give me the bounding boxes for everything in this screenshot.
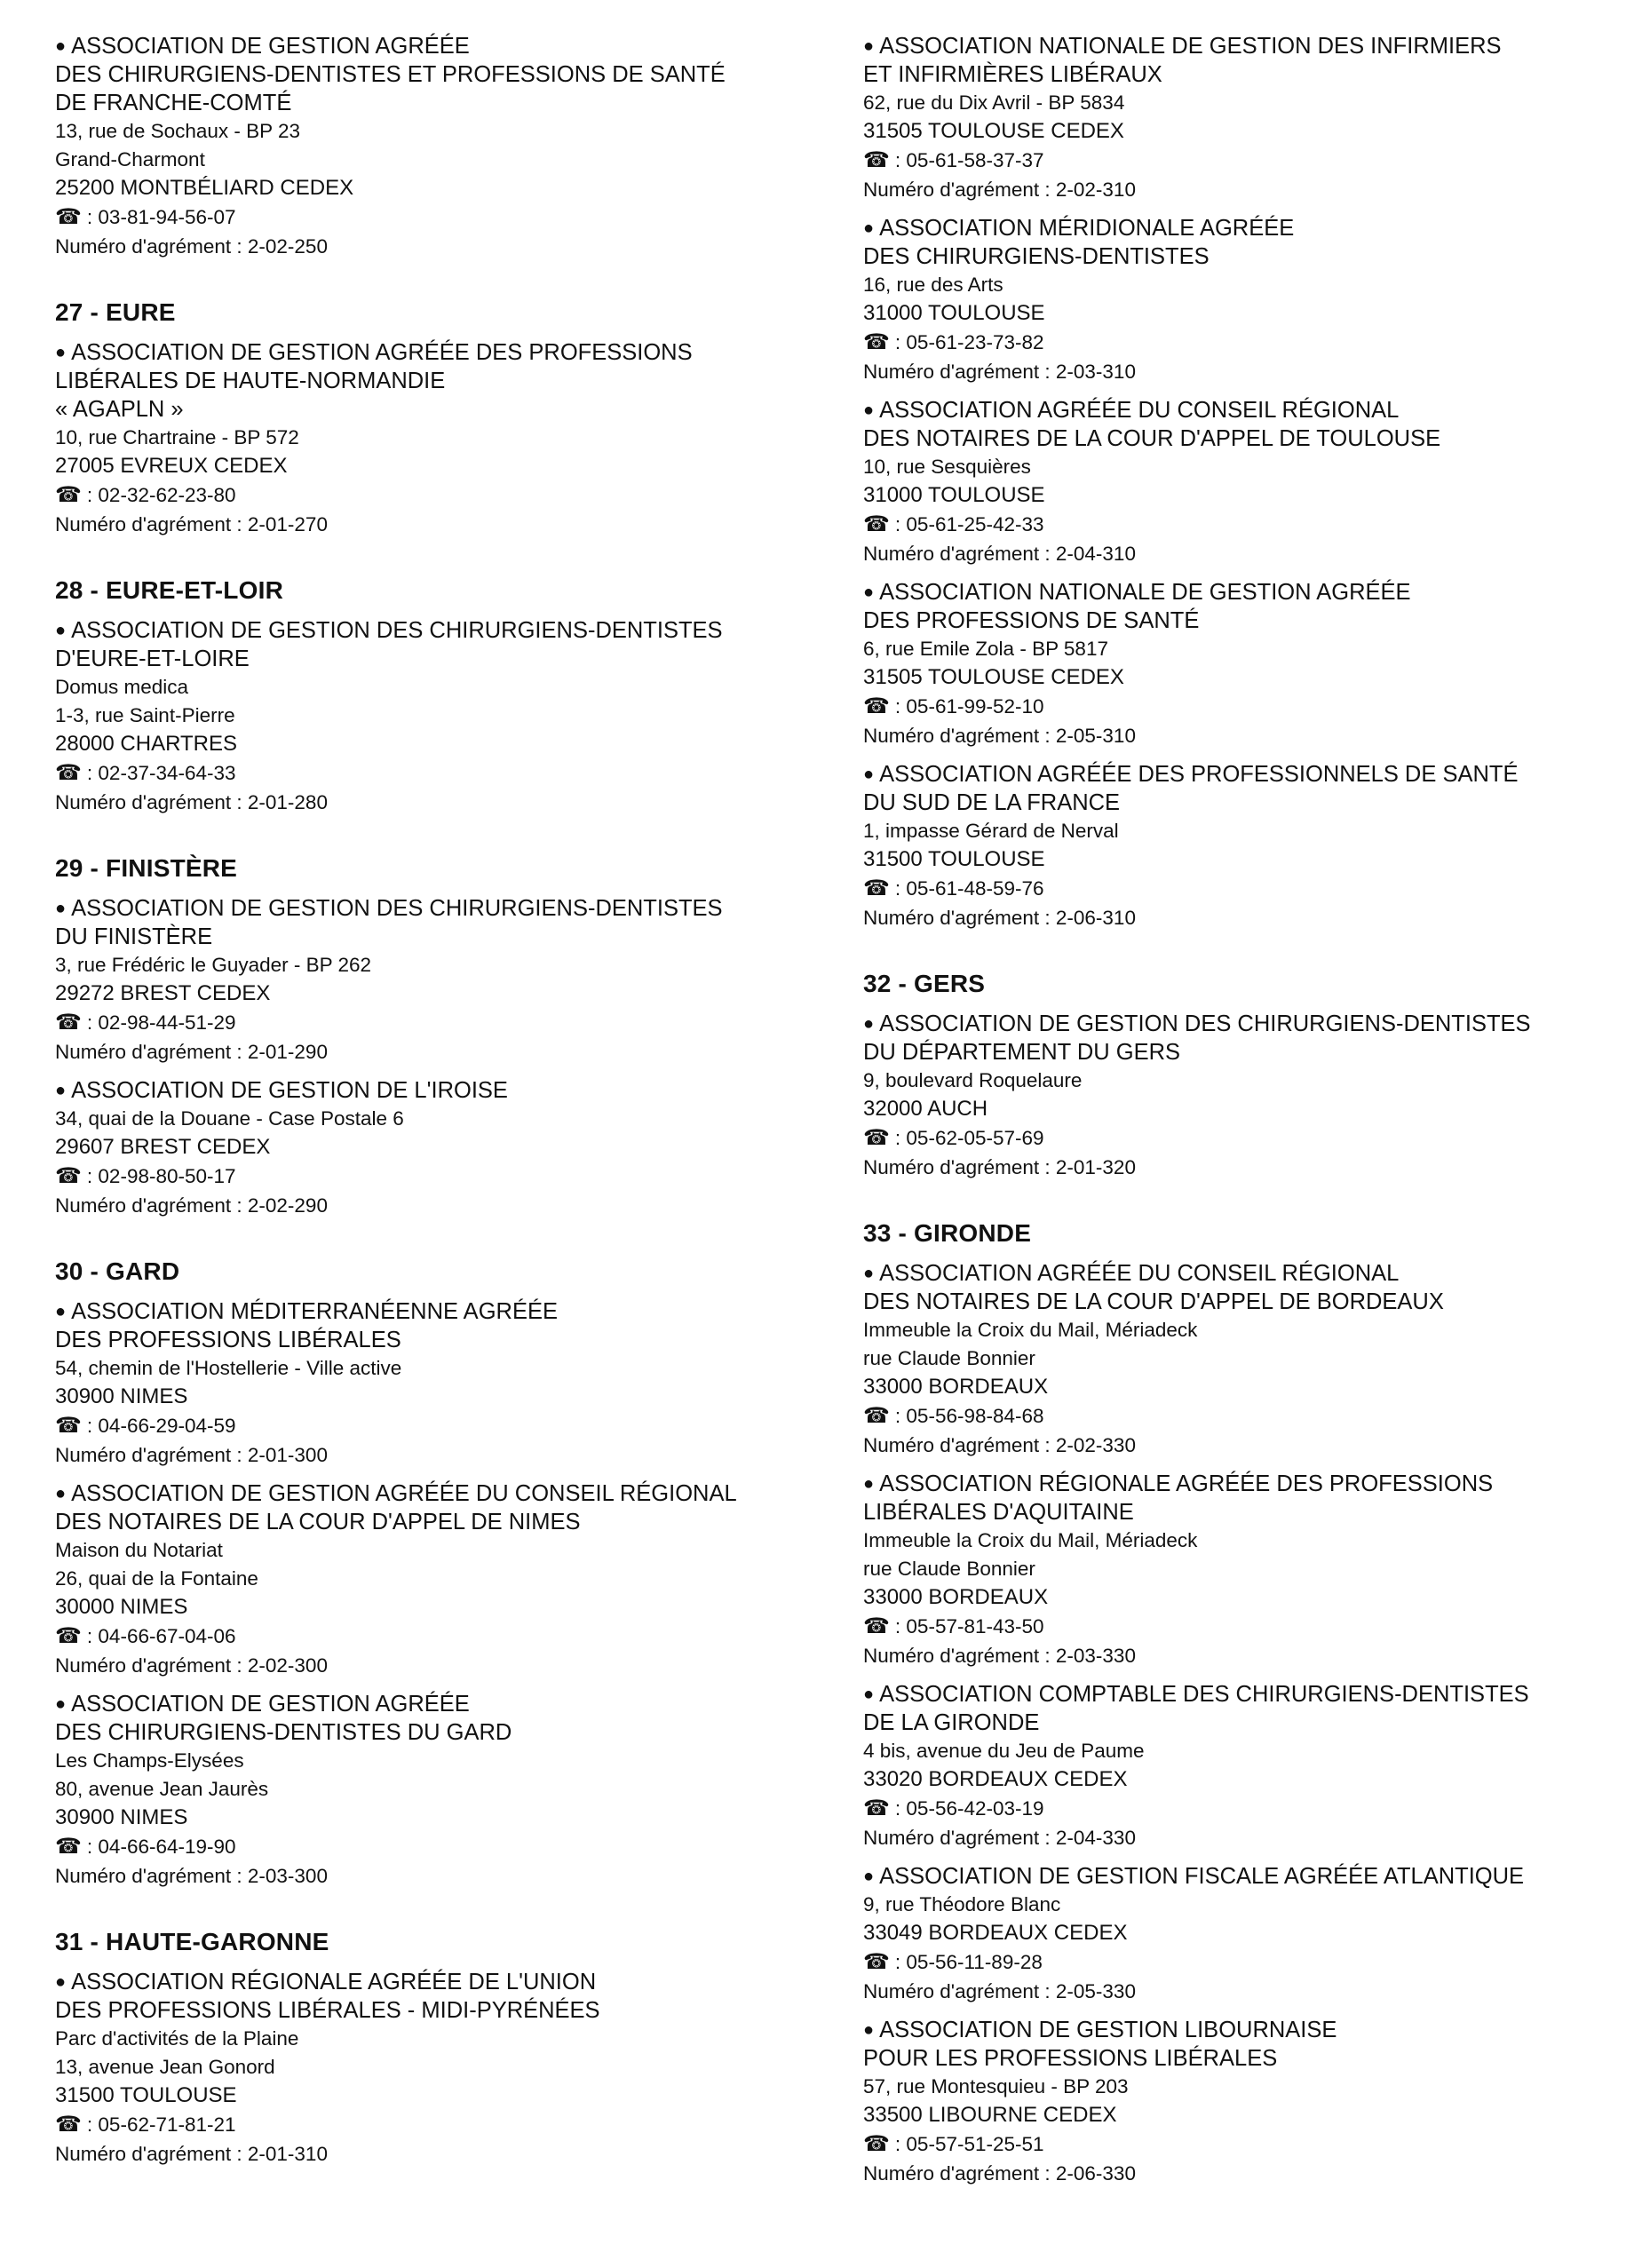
agrement-number: Numéro d'agrément : 2-01-320 [863, 1156, 1136, 1178]
telephone-icon: ☎ [863, 1796, 890, 1820]
address-line: 9, rue Théodore Blanc [863, 1893, 1061, 1915]
bullet-icon: ● [863, 1867, 875, 1886]
telephone-icon: ☎ [863, 1614, 890, 1638]
phone-line [55, 202, 819, 233]
agrement-number: Numéro d'agrément : 2-05-310 [863, 725, 1136, 747]
association-name-text: ASSOCIATION DE GESTION AGRÉÉE DES PROFESSIONS [71, 340, 693, 365]
association-name-line [863, 32, 1609, 60]
bullet-icon: ● [55, 1081, 67, 1100]
agrement-number: Numéro d'agrément : 2-02-300 [55, 1654, 328, 1677]
phone-number: 05-57-81-43-50 [906, 1615, 1044, 1638]
association-name-line [55, 645, 819, 673]
association-name-line [863, 396, 1609, 424]
phone-separator: : [86, 762, 99, 784]
association-name-text: ASSOCIATION AGRÉÉE DU CONSEIL RÉGIONAL [879, 1261, 1400, 1286]
phone-line [55, 1411, 819, 1441]
agrement-number: Numéro d'agrément : 2-06-310 [863, 907, 1136, 929]
association-entry [863, 1010, 1609, 1182]
section-spacer [863, 1192, 1609, 1218]
association-name-text: DU DÉPARTEMENT DU GERS [863, 1040, 1181, 1065]
association-entry [55, 1297, 819, 1470]
phone-line [55, 1622, 819, 1652]
phone-separator: : [894, 2133, 907, 2155]
phone-number: 05-61-58-37-37 [906, 149, 1044, 171]
phone-separator: : [894, 1127, 907, 1149]
phone-separator: : [86, 2113, 99, 2136]
association-name-line [55, 1690, 819, 1718]
association-name-line [55, 1297, 819, 1326]
association-name-text: DES CHIRURGIENS-DENTISTES ET PROFESSIONS DE SANTÉ [55, 62, 726, 87]
association-entry [863, 32, 1609, 204]
department-heading: 31 - HAUTE-GARONNE [55, 1928, 329, 1955]
agrement-number: Numéro d'agrément : 2-01-290 [55, 1041, 328, 1063]
telephone-icon: ☎ [863, 330, 890, 354]
phone-number: 02-98-80-50-17 [98, 1165, 236, 1187]
phone-line [863, 2129, 1609, 2160]
association-name-text: D'EURE-ET-LOIRE [55, 646, 250, 671]
phone-number: 02-37-34-64-33 [98, 762, 236, 784]
phone-separator: : [894, 513, 907, 535]
address-line: 10, rue Sesquières [863, 456, 1031, 478]
phone-separator: : [894, 695, 907, 718]
association-name-text: DES PROFESSIONS LIBÉRALES - MIDI-PYRÉNÉES [55, 1998, 600, 2023]
department-heading: 32 - GERS [863, 970, 986, 997]
association-name-line [863, 1498, 1609, 1527]
phone-line [863, 874, 1609, 904]
phone-line [863, 510, 1609, 540]
phone-separator: : [86, 1415, 99, 1437]
association-name-text: POUR LES PROFESSIONS LIBÉRALES [863, 2046, 1278, 2071]
agrement-number: Numéro d'agrément : 2-02-330 [863, 1434, 1136, 1456]
association-name-text: DES CHIRURGIENS-DENTISTES [863, 244, 1210, 269]
address-line: 26, quai de la Fontaine [55, 1567, 258, 1590]
phone-separator: : [86, 206, 99, 228]
address-line: Les Champs-Elysées [55, 1749, 244, 1772]
department-section [863, 32, 1609, 932]
association-entry [863, 2016, 1609, 2188]
department-heading: 28 - EURE-ET-LOIR [55, 576, 283, 604]
phone-line [55, 480, 819, 511]
address-line: 16, rue des Arts [863, 274, 1003, 296]
postal-city: 31505 TOULOUSE CEDEX [863, 665, 1124, 689]
left-column [55, 32, 819, 2178]
bullet-icon: ● [863, 1264, 875, 1283]
association-name-text: ASSOCIATION DE GESTION DE L'IROISE [71, 1078, 508, 1103]
address-line: 1-3, rue Saint-Pierre [55, 704, 235, 726]
postal-city: 31505 TOULOUSE CEDEX [863, 119, 1124, 143]
phone-number: 05-62-05-57-69 [906, 1127, 1044, 1149]
telephone-icon: ☎ [55, 2113, 82, 2137]
telephone-icon: ☎ [55, 483, 82, 507]
address-line: Grand-Charmont [55, 148, 205, 170]
bullet-icon: ● [863, 2020, 875, 2040]
bullet-icon: ● [863, 400, 875, 420]
section-spacer [55, 271, 819, 297]
telephone-icon: ☎ [55, 761, 82, 785]
association-name-text: « AGAPLN » [55, 397, 184, 422]
phone-number: 02-98-44-51-29 [98, 1011, 236, 1034]
postal-city: 30000 NIMES [55, 1595, 188, 1619]
bullet-icon: ● [863, 1474, 875, 1494]
postal-city: 31000 TOULOUSE [863, 483, 1045, 507]
association-entry [55, 1076, 819, 1220]
association-name-line [55, 32, 819, 60]
phone-line [55, 1162, 819, 1192]
phone-separator: : [86, 1011, 99, 1034]
phone-number: 04-66-64-19-90 [98, 1836, 236, 1858]
postal-city: 30900 NIMES [55, 1384, 188, 1408]
association-entry [863, 1862, 1609, 2006]
agrement-number: Numéro d'agrément : 2-06-330 [863, 2162, 1136, 2185]
phone-separator: : [86, 484, 99, 506]
agrement-number: Numéro d'agrément : 2-02-290 [55, 1194, 328, 1217]
telephone-icon: ☎ [55, 1835, 82, 1859]
phone-number: 05-61-99-52-10 [906, 695, 1044, 718]
telephone-icon: ☎ [55, 205, 82, 229]
postal-city: 29272 BREST CEDEX [55, 981, 271, 1005]
association-name-line [55, 1718, 819, 1747]
association-name-text: ASSOCIATION AGRÉÉE DU CONSEIL RÉGIONAL [879, 398, 1400, 423]
bullet-icon: ● [863, 218, 875, 238]
association-name-line [863, 214, 1609, 242]
department-heading: 30 - GARD [55, 1257, 180, 1285]
association-name-line [863, 1709, 1609, 1737]
postal-city: 33000 BORDEAUX [863, 1375, 1049, 1399]
association-name-line [55, 923, 819, 951]
association-name-line [55, 60, 819, 89]
address-line: Immeuble la Croix du Mail, Mériadeck [863, 1529, 1198, 1551]
postal-city: 29607 BREST CEDEX [55, 1135, 271, 1159]
association-name-line [55, 1326, 819, 1354]
telephone-icon: ☎ [55, 1624, 82, 1648]
phone-line [55, 1008, 819, 1038]
bullet-icon: ● [863, 1014, 875, 1034]
association-name-line [863, 424, 1609, 453]
department-heading: 33 - GIRONDE [863, 1219, 1032, 1247]
telephone-icon: ☎ [863, 694, 890, 718]
association-name-line [55, 1996, 819, 2025]
bullet-icon: ● [55, 1484, 67, 1503]
section-spacer [55, 827, 819, 853]
association-name-line [863, 60, 1609, 89]
phone-separator: : [894, 1615, 907, 1638]
phone-number: 05-56-42-03-19 [906, 1797, 1044, 1820]
association-name-line [863, 578, 1609, 607]
phone-separator: : [86, 1836, 99, 1858]
department-section [55, 827, 819, 1220]
association-name-line [863, 789, 1609, 817]
association-name-text: ASSOCIATION NATIONALE DE GESTION AGRÉÉE [879, 580, 1411, 605]
address-line: 4 bis, avenue du Jeu de Paume [863, 1740, 1145, 1762]
association-name-text: ASSOCIATION DE GESTION DES CHIRURGIENS-DENTISTES [71, 618, 723, 643]
address-line: 54, chemin de l'Hostellerie - Ville active [55, 1357, 402, 1379]
address-line: Parc d'activités de la Plaine [55, 2027, 299, 2050]
association-name-text: DES NOTAIRES DE LA COUR D'APPEL DE NIMES [55, 1510, 581, 1534]
phone-number: 05-56-11-89-28 [906, 1951, 1043, 1973]
association-name-text: ET INFIRMIÈRES LIBÉRAUX [863, 62, 1162, 87]
association-name-text: ASSOCIATION NATIONALE DE GESTION DES INFIRMIERS [879, 34, 1502, 59]
association-entry [55, 1479, 819, 1680]
agrement-number: Numéro d'agrément : 2-05-330 [863, 1980, 1136, 2002]
phone-number: 05-56-98-84-68 [906, 1405, 1044, 1427]
phone-line [863, 328, 1609, 358]
phone-line [863, 1612, 1609, 1642]
association-name-line [55, 89, 819, 117]
agrement-number: Numéro d'agrément : 2-03-300 [55, 1865, 328, 1887]
association-name-line [55, 616, 819, 645]
address-line: 34, quai de la Douane - Case Postale 6 [55, 1107, 404, 1130]
agrement-number: Numéro d'agrément : 2-02-250 [55, 235, 328, 258]
bullet-icon: ● [55, 343, 67, 362]
phone-line [863, 1401, 1609, 1431]
bullet-icon: ● [55, 1694, 67, 1714]
association-entry [863, 1259, 1609, 1460]
phone-line [863, 1794, 1609, 1824]
association-name-text: ASSOCIATION DE GESTION FISCALE AGRÉÉE ATLANTIQUE [879, 1864, 1525, 1889]
address-line: 13, rue de Sochaux - BP 23 [55, 120, 301, 142]
association-entry [55, 338, 819, 539]
association-name-text: DES NOTAIRES DE LA COUR D'APPEL DE TOULOUSE [863, 426, 1441, 451]
association-entry [863, 214, 1609, 386]
postal-city: 31500 TOULOUSE [55, 2083, 237, 2107]
address-line: 9, boulevard Roquelaure [863, 1069, 1083, 1091]
telephone-icon: ☎ [863, 2132, 890, 2156]
association-name-text: ASSOCIATION DE GESTION AGRÉÉE [71, 1692, 470, 1717]
address-line: 13, avenue Jean Gonord [55, 2056, 275, 2078]
bullet-icon: ● [55, 899, 67, 918]
association-name-line [55, 894, 819, 923]
association-name-line [863, 607, 1609, 635]
section-spacer [863, 942, 1609, 969]
association-name-line [863, 1288, 1609, 1316]
section-spacer [55, 549, 819, 575]
bullet-icon: ● [863, 583, 875, 602]
address-line: Maison du Notariat [55, 1539, 223, 1561]
phone-separator: : [894, 1405, 907, 1427]
association-name-line [863, 1680, 1609, 1709]
association-name-line [55, 1968, 819, 1996]
association-name-line [55, 338, 819, 367]
association-entry [55, 1690, 819, 1891]
association-name-text: ASSOCIATION MÉDITERRANÉENNE AGRÉÉE [71, 1299, 558, 1324]
phone-separator: : [894, 331, 907, 353]
telephone-icon: ☎ [863, 512, 890, 536]
telephone-icon: ☎ [863, 1126, 890, 1150]
agrement-number: Numéro d'agrément : 2-04-330 [863, 1827, 1136, 1849]
phone-number: 05-61-23-73-82 [906, 331, 1044, 353]
postal-city: 31000 TOULOUSE [863, 301, 1045, 325]
address-line: 3, rue Frédéric le Guyader - BP 262 [55, 954, 372, 976]
association-name-text: DES CHIRURGIENS-DENTISTES DU GARD [55, 1720, 512, 1745]
telephone-icon: ☎ [55, 1011, 82, 1035]
agrement-number: Numéro d'agrément : 2-01-310 [55, 2143, 328, 2165]
association-entry [55, 1968, 819, 2169]
bullet-icon: ● [863, 765, 875, 784]
association-name-line [863, 1010, 1609, 1038]
address-line: rue Claude Bonnier [863, 1347, 1035, 1369]
association-entry [863, 760, 1609, 932]
phone-line [55, 758, 819, 789]
agrement-number: Numéro d'agrément : 2-03-310 [863, 361, 1136, 383]
postal-city: 30900 NIMES [55, 1805, 188, 1829]
address-line: 80, avenue Jean Jaurès [55, 1778, 269, 1800]
agrement-number: Numéro d'agrément : 2-01-300 [55, 1444, 328, 1466]
association-name-line [863, 1470, 1609, 1498]
telephone-icon: ☎ [55, 1164, 82, 1188]
association-name-text: ASSOCIATION RÉGIONALE AGRÉÉE DE L'UNION [71, 1970, 597, 1994]
association-name-text: DE FRANCHE-COMTÉ [55, 91, 292, 115]
phone-line [55, 2110, 819, 2140]
association-name-line [55, 1508, 819, 1536]
association-name-line [863, 2044, 1609, 2073]
department-heading: 29 - FINISTÈRE [55, 854, 238, 882]
association-name-line [55, 395, 819, 424]
section-spacer [55, 1230, 819, 1257]
agrement-number: Numéro d'agrément : 2-01-280 [55, 791, 328, 813]
telephone-icon: ☎ [55, 1414, 82, 1438]
association-name-line [863, 2016, 1609, 2044]
association-entry [55, 32, 819, 261]
phone-line [863, 146, 1609, 176]
phone-separator: : [894, 149, 907, 171]
address-line: 62, rue du Dix Avril - BP 5834 [863, 91, 1125, 114]
phone-number: 05-57-51-25-51 [906, 2133, 1044, 2155]
association-entry [55, 616, 819, 817]
phone-separator: : [894, 877, 907, 900]
phone-number: 05-62-71-81-21 [98, 2113, 236, 2136]
association-entry [863, 1470, 1609, 1670]
phone-separator: : [86, 1165, 99, 1187]
right-column [863, 32, 1609, 2198]
postal-city: 28000 CHARTRES [55, 732, 237, 756]
phone-separator: : [894, 1951, 907, 1973]
phone-line [863, 1123, 1609, 1154]
phone-line [863, 692, 1609, 722]
agrement-number: Numéro d'agrément : 2-03-330 [863, 1645, 1136, 1667]
phone-number: 05-61-48-59-76 [906, 877, 1044, 900]
association-entry [863, 578, 1609, 750]
department-section [55, 271, 819, 539]
address-line: Immeuble la Croix du Mail, Mériadeck [863, 1319, 1198, 1341]
association-name-line [55, 1076, 819, 1105]
postal-city: 33020 BORDEAUX CEDEX [863, 1767, 1128, 1791]
phone-line [55, 1832, 819, 1862]
postal-city: 31500 TOULOUSE [863, 847, 1045, 871]
association-name-text: ASSOCIATION DE GESTION DES CHIRURGIENS-DENTISTES [879, 1011, 1531, 1036]
association-name-line [55, 1479, 819, 1508]
association-name-line [863, 760, 1609, 789]
association-name-text: DES PROFESSIONS DE SANTÉ [863, 608, 1200, 633]
address-line: 1, impasse Gérard de Nerval [863, 820, 1119, 842]
bullet-icon: ● [55, 1302, 67, 1321]
phone-separator: : [86, 1625, 99, 1647]
association-entry [863, 1680, 1609, 1852]
department-section [55, 1230, 819, 1891]
association-name-text: DU FINISTÈRE [55, 924, 213, 949]
postal-city: 27005 EVREUX CEDEX [55, 454, 288, 478]
address-line: 6, rue Emile Zola - BP 5817 [863, 638, 1108, 660]
association-name-text: ASSOCIATION RÉGIONALE AGRÉÉE DES PROFESSIONS [879, 1471, 1494, 1496]
phone-line [863, 1947, 1609, 1978]
department-section [863, 1192, 1609, 2188]
phone-number: 04-66-67-04-06 [98, 1625, 236, 1647]
association-name-text: LIBÉRALES D'AQUITAINE [863, 1500, 1134, 1525]
phone-separator: : [894, 1797, 907, 1820]
phone-number: 04-66-29-04-59 [98, 1415, 236, 1437]
section-spacer [55, 1900, 819, 1927]
association-name-text: DES PROFESSIONS LIBÉRALES [55, 1328, 401, 1352]
postal-city: 32000 AUCH [863, 1097, 988, 1121]
address-line: 57, rue Montesquieu - BP 203 [863, 2075, 1129, 2098]
phone-number: 05-61-25-42-33 [906, 513, 1044, 535]
agrement-number: Numéro d'agrément : 2-01-270 [55, 513, 328, 535]
bullet-icon: ● [55, 1972, 67, 1992]
association-name-text: ASSOCIATION DE GESTION LIBOURNAISE [879, 2018, 1337, 2042]
bullet-icon: ● [55, 621, 67, 640]
association-name-text: LIBÉRALES DE HAUTE-NORMANDIE [55, 369, 446, 393]
association-name-text: ASSOCIATION AGRÉÉE DES PROFESSIONNELS DE SANTÉ [879, 762, 1519, 787]
address-line: rue Claude Bonnier [863, 1558, 1035, 1580]
postal-city: 33000 BORDEAUX [863, 1585, 1049, 1609]
association-name-text: DES NOTAIRES DE LA COUR D'APPEL DE BORDEAUX [863, 1289, 1444, 1314]
association-name-text: ASSOCIATION MÉRIDIONALE AGRÉÉE [879, 216, 1295, 241]
association-name-line [863, 242, 1609, 271]
department-section [863, 942, 1609, 1182]
association-name-line [863, 1038, 1609, 1067]
association-name-line [863, 1862, 1609, 1891]
telephone-icon: ☎ [863, 876, 890, 900]
department-section [55, 32, 819, 261]
association-name-text: ASSOCIATION DE GESTION AGRÉÉE [71, 34, 470, 59]
agrement-number: Numéro d'agrément : 2-02-310 [863, 178, 1136, 201]
postal-city: 33500 LIBOURNE CEDEX [863, 2103, 1117, 2127]
association-name-text: ASSOCIATION DE GESTION AGRÉÉE DU CONSEIL RÉGIONAL [71, 1481, 737, 1506]
bullet-icon: ● [863, 36, 875, 56]
phone-number: 03-81-94-56-07 [98, 206, 236, 228]
association-name-text: DU SUD DE LA FRANCE [863, 790, 1121, 815]
bullet-icon: ● [55, 36, 67, 56]
association-entry [863, 396, 1609, 568]
association-entry [55, 894, 819, 1067]
postal-city: 33049 BORDEAUX CEDEX [863, 1921, 1128, 1945]
postal-city: 25200 MONTBÉLIARD CEDEX [55, 176, 354, 200]
telephone-icon: ☎ [863, 148, 890, 172]
telephone-icon: ☎ [863, 1404, 890, 1428]
association-name-text: ASSOCIATION DE GESTION DES CHIRURGIENS-DENTISTES [71, 896, 723, 921]
association-name-line [863, 1259, 1609, 1288]
address-line: Domus medica [55, 676, 189, 698]
phone-number: 02-32-62-23-80 [98, 484, 236, 506]
telephone-icon: ☎ [863, 1950, 890, 1974]
department-section [55, 549, 819, 817]
association-name-line [55, 367, 819, 395]
association-name-text: ASSOCIATION COMPTABLE DES CHIRURGIENS-DENTISTES [879, 1682, 1529, 1707]
department-heading: 27 - EURE [55, 298, 176, 326]
address-line: 10, rue Chartraine - BP 572 [55, 426, 299, 448]
department-section [55, 1900, 819, 2169]
association-name-text: DE LA GIRONDE [863, 1710, 1040, 1735]
agrement-number: Numéro d'agrément : 2-04-310 [863, 543, 1136, 565]
bullet-icon: ● [863, 1685, 875, 1704]
